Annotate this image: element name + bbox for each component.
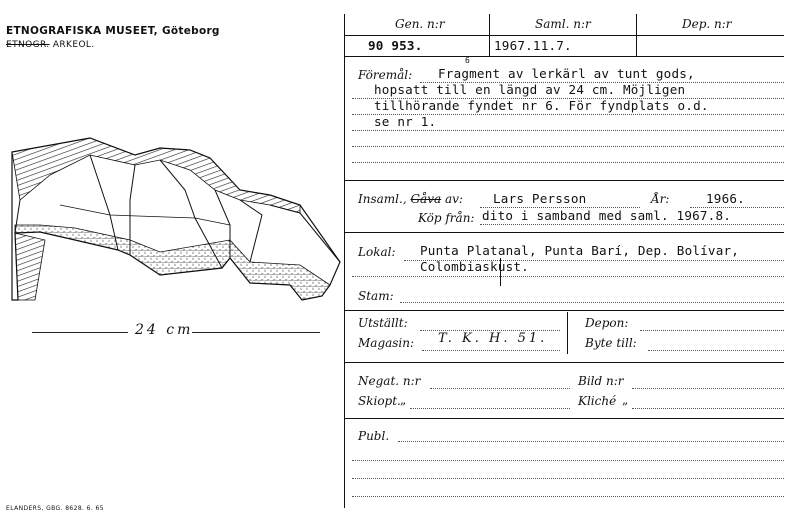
lokal-label: Lokal: [358, 245, 396, 259]
card-left-border [344, 14, 345, 508]
kliche-ditto: „ [622, 393, 629, 407]
dep-nr-label: Dep. n:r [682, 17, 732, 31]
kliche-rule [632, 408, 784, 409]
kop-label: Köp från: [418, 211, 475, 225]
foremal-rule-5 [352, 146, 784, 147]
header-col-sep-1 [489, 14, 490, 56]
magasin-value: T. K. H. 51. [438, 331, 548, 346]
foremal-line-3: tillhörande fyndet nr 6. För fyndplats o.d. [374, 98, 709, 113]
skiopt-ditto: „ [400, 393, 407, 407]
byte-rule [648, 350, 784, 351]
scale-label: 24 cm [135, 322, 194, 338]
publ-rule-3 [352, 478, 784, 479]
department-line [6, 40, 95, 50]
kop-rule [480, 224, 784, 225]
publ-rule-4 [352, 496, 784, 497]
museum-name-text: ETNOGRAFISKA MUSEET, [6, 25, 158, 37]
skiopt-rule [410, 408, 570, 409]
utstallt-col-sep [567, 312, 568, 354]
foremal-line-1: Fragment av lerkärl av tunt gods, [438, 66, 695, 81]
depon-rule [640, 330, 784, 331]
scale-line-right [192, 332, 320, 333]
lokal-line-1: Punta Platanal, Punta Barí, Dep. Bolívar, [420, 243, 740, 258]
magasin-rule [422, 350, 560, 351]
gen-nr-label: Gen. n:r [395, 17, 445, 31]
stam-label: Stam: [358, 289, 394, 303]
insaml-label-prefix: Insaml., [358, 192, 407, 206]
scale-line-left [32, 332, 128, 333]
kliche-label: Kliché [578, 394, 617, 408]
insaml-label [358, 192, 463, 206]
department: ARKEOL. [52, 40, 95, 50]
publ-rule-2 [352, 460, 784, 461]
lokal-line-2: Colombiaskust. [420, 259, 529, 274]
foremal-superscript: 6 [465, 56, 471, 65]
kop-value: dito i samband med saml. 1967.8. [482, 208, 732, 223]
lokal-rule-1 [404, 260, 784, 261]
depon-label: Depon: [585, 316, 629, 330]
foremal-rule-1 [420, 82, 784, 83]
pottery-fragment-drawing [0, 130, 345, 320]
museum-name [6, 25, 220, 37]
header-divider [344, 35, 784, 36]
negat-section-rule [344, 418, 784, 419]
header-bottom-rule [344, 56, 784, 57]
foremal-line-2: hopsatt till en längd av 24 cm. Möjligen [374, 82, 686, 97]
publ-rule-1 [398, 441, 784, 442]
lokal-rule-2 [352, 276, 784, 277]
foremal-rule-6 [352, 162, 784, 163]
utstallt-label: Utställt: [358, 316, 408, 330]
foremal-label: Föremål: [358, 68, 413, 82]
foremal-rule-4 [352, 130, 784, 131]
byte-label: Byte till: [585, 336, 637, 350]
insaml-value: Lars Persson [493, 191, 587, 206]
bild-label: Bild n:r [578, 374, 624, 388]
skiopt-label: Skiopt. [358, 394, 401, 408]
year-label: År: [651, 192, 670, 206]
magasin-section-rule [344, 362, 784, 363]
bild-rule [632, 388, 784, 389]
negat-rule [430, 388, 570, 389]
publ-label: Publ. [358, 429, 390, 443]
foremal-rule-2 [352, 98, 784, 99]
header-col-sep-2 [636, 14, 637, 56]
year-value: 1966. [706, 191, 745, 206]
insaml-label-suffix: av: [444, 192, 463, 206]
stam-section-rule [344, 310, 784, 311]
gen-nr-value: 90 953. [368, 38, 423, 53]
negat-label: Negat. n:r [358, 374, 421, 388]
stam-rule [400, 302, 784, 303]
saml-nr-value: 1967.11.7. [494, 38, 572, 53]
magasin-label: Magasin: [358, 336, 415, 350]
foremal-rule-3 [352, 114, 784, 115]
department-struck: ETNOGR. [6, 40, 50, 50]
lokal-pen-mark [500, 258, 501, 286]
printer-footer: ELANDERS, GBG. 8628. 6. 65 [6, 505, 104, 512]
museum-city: Göteborg [161, 25, 220, 37]
foremal-section-rule [344, 180, 784, 181]
insaml-label-struck: Gåva [410, 192, 442, 206]
insaml-section-rule [344, 232, 784, 233]
foremal-line-4: se nr 1. [374, 114, 437, 129]
saml-nr-label: Saml. n:r [535, 17, 591, 31]
